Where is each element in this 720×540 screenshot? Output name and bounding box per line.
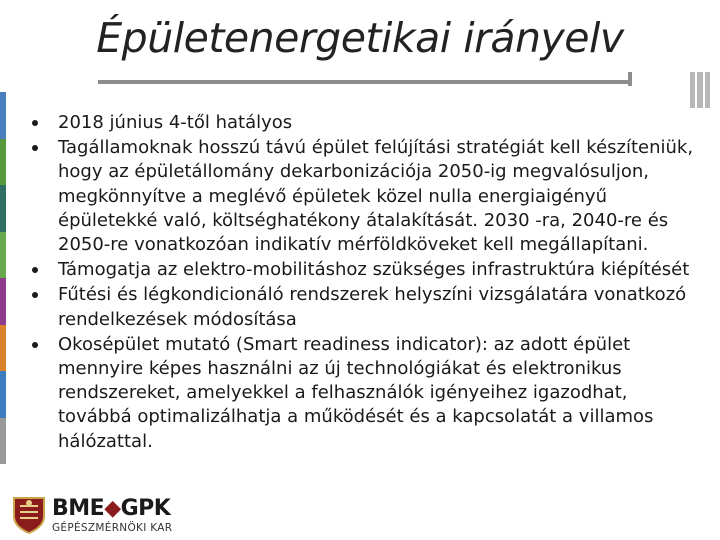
bullet-icon bbox=[32, 342, 38, 348]
stripe-segment bbox=[0, 325, 6, 372]
seal-icon bbox=[10, 494, 48, 534]
logo-separator: ◆ bbox=[104, 496, 121, 521]
stripe-segment bbox=[0, 232, 6, 279]
logo-name-left: BME bbox=[52, 496, 105, 521]
slide-title: Épületenergetikai irányelv bbox=[96, 14, 624, 62]
stripe-segment bbox=[0, 185, 6, 232]
bullet-item bbox=[30, 136, 700, 257]
left-color-stripe bbox=[0, 92, 6, 464]
bullet-item bbox=[30, 333, 700, 454]
decorative-bar bbox=[690, 72, 695, 108]
bullet-list bbox=[30, 111, 700, 455]
title-underline-end bbox=[628, 72, 632, 86]
stripe-segment bbox=[0, 92, 6, 139]
bullet-text: Tagállamoknak hosszú távú épület felújítási stratégiát kell készíteniük, hogy az épületállomány dekarbonizációja 2050-ig megvalósuljon, megkönnyítve a meglévő épületek közel nulla energiaigényű épületekké való, költséghatékony átalakítását. 2030 -ra, 2040-re és 2050-re vonatkozóan indikatív mérföldköveket kell megállapítani. bbox=[58, 137, 694, 256]
bullet-item bbox=[30, 258, 700, 282]
bullet-item bbox=[30, 283, 700, 331]
logo-wordmark bbox=[52, 496, 170, 521]
stripe-segment bbox=[0, 278, 6, 325]
bullet-item bbox=[30, 111, 700, 135]
title-underline bbox=[98, 80, 628, 84]
stripe-segment bbox=[0, 418, 6, 465]
university-logo bbox=[8, 494, 228, 538]
bullet-icon bbox=[32, 267, 38, 273]
bullet-text: Okosépület mutató (Smart readiness indicator): az adott épület mennyire képes használni az új technológiákat és elektronikus rendszereket, amelyekkel a felhasználók igényeihez igazodhat, továbbá optimalizálhatja a működését és a kapcsolatát a villamos hálózattal. bbox=[58, 333, 654, 452]
decorative-bar bbox=[705, 72, 710, 108]
bullet-icon bbox=[32, 120, 38, 126]
bullet-text: Támogatja az elektro-mobilitáshoz szükséges infrastruktúra kiépítését bbox=[58, 259, 690, 281]
bullet-icon bbox=[32, 145, 38, 151]
stripe-segment bbox=[0, 139, 6, 186]
logo-name-right: GPK bbox=[120, 496, 171, 521]
bullet-icon bbox=[32, 292, 38, 298]
bullet-text: Fűtési és légkondicionáló rendszerek helyszíni vizsgálatára vonatkozó rendelkezések módosítása bbox=[58, 284, 687, 330]
decorative-bar bbox=[697, 72, 702, 108]
logo-subtitle: GÉPÉSZMÉRNÖKI KAR bbox=[52, 522, 173, 534]
bullet-text: 2018 június 4-től hatályos bbox=[58, 112, 293, 133]
stripe-segment bbox=[0, 371, 6, 418]
decorative-bars bbox=[690, 72, 710, 108]
